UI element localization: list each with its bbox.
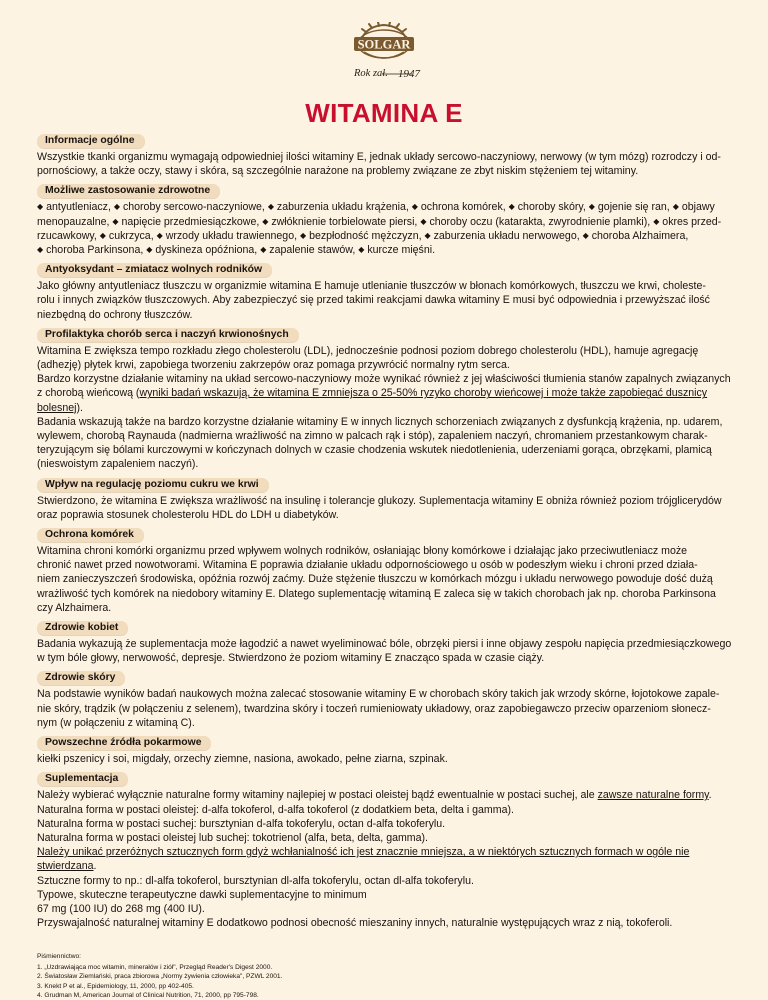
list-item: objawy xyxy=(681,201,715,214)
diamond-bullet-icon: ◆ xyxy=(588,202,595,212)
underlined-text: zawsze naturalne formy xyxy=(597,789,709,802)
text-line: Naturalna forma w postaci suchej: bursztynian d-alfa tokoferylu, octan d-alfa tokoferylu. xyxy=(37,817,446,830)
list-item: zwłóknienie torbielowate piersi, xyxy=(271,215,421,228)
list-item: rzucawkowy, xyxy=(37,229,100,242)
section-text-skin xyxy=(37,687,738,730)
text-line: (nieswoistym zapaleniem naczyń). xyxy=(37,458,199,471)
diamond-bullet-icon: ◆ xyxy=(113,202,120,212)
list-item: choroby sercowo-naczyniowe, xyxy=(122,201,268,214)
section-text-blood-sugar xyxy=(37,494,738,522)
diamond-bullet-icon: ◆ xyxy=(508,202,515,212)
section-text-antioxidant xyxy=(37,279,738,322)
diamond-bullet-icon: ◆ xyxy=(653,216,660,226)
reference-item: 3. Knekt P et al., Epidemiology, 11, 2000, pp 402-405. xyxy=(37,982,194,990)
solgar-emblem-icon xyxy=(316,22,452,84)
text-fragment: . xyxy=(708,789,712,802)
solgar-logo xyxy=(316,22,452,84)
list-item: choroby oczu (katarakta, zwyrodnienie plamki), xyxy=(429,215,654,228)
list-item: napięcie przedmiesiączkowe, xyxy=(121,215,263,228)
section-text-uses xyxy=(37,200,738,257)
text-line: (adhezję) płytek krwi, zapobiega tworzeniu zakrzepów oraz pomaga przywrócić normalny rytm serca. xyxy=(37,359,510,372)
diamond-bullet-icon: ◆ xyxy=(267,202,274,212)
text-line: teryzującym się bólami kurczowymi w kończynach dolnych w czasie chodzenia wskutek niedotlenienia, uderzeniami gorąca, obrzękami, plamicą xyxy=(37,444,712,457)
underlined-text: bolesnej xyxy=(37,401,77,414)
logo-brand-text: SOLGAR xyxy=(357,37,411,52)
text-line: niezbędną do ochrony tłuszczów. xyxy=(37,308,193,321)
text-line: oraz poprawia stosunek cholesterolu HDL do LDH u diabetyków. xyxy=(37,508,339,521)
text-line: Typowe, skuteczne terapeutyczne dawki suplementacyjne to minimum xyxy=(37,888,367,901)
text-line: Przyswajalność naturalnej witaminy E dodatkowo podnosi obecność mieszaniny innych, naturalnie występujących wraz z nią, tokoferoli. xyxy=(37,917,673,930)
text-line: Naturalna forma w postaci oleistej lub suchej: tokotrienol (alfa, beta, delta, gamma). xyxy=(37,831,428,844)
diamond-bullet-icon: ◆ xyxy=(156,230,163,240)
references xyxy=(37,952,738,1000)
text-line: rolu i innych związków tłuszczowych. Aby zabezpieczyć się przed takimi reakcjami dawka witaminy E musi być odpowiednia i przewyższać ilość xyxy=(37,294,710,307)
text-line: Witamina chroni komórki organizmu przed wpływem wolnych rodników, osłaniając błony komórkowe i działając jako przeciwutleniacz może xyxy=(37,545,688,558)
list-item: kurcze mięśni. xyxy=(367,244,436,257)
diamond-bullet-icon: ◆ xyxy=(299,230,307,240)
text-line: czy Alzhaimera. xyxy=(37,601,112,614)
section-heading-women: Zdrowie kobiet xyxy=(37,621,128,635)
text-line: Sztuczne formy to np.: dl-alfa tokoferol, bursztynian dl-alfa tokoferylu, octan dl-alfa tokoferylu. xyxy=(37,874,474,887)
text-fragment: ). xyxy=(76,401,83,414)
references-title: Piśmiennictwo: xyxy=(37,953,81,961)
underlined-text: Należy unikać przeróżnych sztucznych form gdyż wchłanialność ich jest znacznie mniejsza, a w niektórych sztucznych formach w ogóle nie stwierdzana xyxy=(37,846,690,873)
section-heading-antioxidant: Antyoksydant – zmiatacz wolnych rodników xyxy=(37,263,272,277)
section-heading-blood-sugar: Wpływ na regulację poziomu cukru we krwi xyxy=(37,478,269,492)
list-item: okres przed- xyxy=(662,215,722,228)
text-line: Bardzo korzystne działanie witaminy na układ sercowo-naczyniowy może wynikać również z jej właściwości tłumienia stanów zapalnych związanych xyxy=(37,373,731,386)
list-item: bezpłodność mężczyzn, xyxy=(309,229,425,242)
section-heading-cells: Ochrona komórek xyxy=(37,528,144,542)
text-line: Naturalna forma w postaci oleistej: d-alfa tokoferol, d-alfa tokoferol (z dodatkiem beta, delta i gamma). xyxy=(37,803,514,816)
section-text-women xyxy=(37,637,738,665)
diamond-bullet-icon: ◆ xyxy=(358,245,365,255)
page-title: WITAMINA E xyxy=(305,98,463,128)
section-heading-uses: Możliwe zastosowanie zdrowotne xyxy=(37,184,220,198)
list-item: zaburzenia układu nerwowego, xyxy=(433,229,583,242)
section-heading-heart: Profilaktyka chorób serca i naczyń krwionośnych xyxy=(37,328,299,342)
text-fragment: . xyxy=(93,860,97,873)
list-item: menopauzalne, xyxy=(37,215,113,228)
reference-item: 4. Grudman M, American Journal of Clinical Nutrition, 71, 2000, pp 795-798. xyxy=(37,991,259,999)
list-item: zapalenie stawów, xyxy=(269,244,359,257)
section-text-general xyxy=(37,150,738,178)
list-item: antyutleniacz, xyxy=(46,201,114,214)
reference-item: 1. „Uzdrawiająca moc witamin, minerałów i ziół", Przegląd Reader's Digest 2000. xyxy=(37,963,273,971)
text-line: Witamina E zwiększa tempo rozkładu złego cholesterolu (LDL), jednocześnie podnosi poziom dobrego cholesterolu (HDL), hamuje agregację xyxy=(37,344,699,357)
diamond-bullet-icon: ◆ xyxy=(672,202,679,212)
text-line: 67 mg (100 IU) do 268 mg (400 IU). xyxy=(37,902,205,915)
section-text-heart xyxy=(37,344,738,472)
logo-tagline-right: 1947 xyxy=(398,68,420,80)
diamond-bullet-icon: ◆ xyxy=(411,202,418,212)
underlined-text: wyniki badań wskazują, że witamina E zmniejsza o 25-50% ryzyko choroby wieńcowej i może także zapobiegać dusznicy xyxy=(139,387,708,400)
text-line: pornościowy, a także oczy, stawy i skóra, są szczególnie narażone na problemy związane ze zbyt niskim stężeniem tej witaminy. xyxy=(37,165,639,178)
diamond-bullet-icon: ◆ xyxy=(582,230,589,240)
list-item: choroba Parkinsona, xyxy=(46,244,147,257)
section-heading-general: Informacje ogólne xyxy=(37,134,145,148)
list-item: choroby skóry, xyxy=(517,201,589,214)
text-line: Na podstawie wyników badań naukowych można zalecać stosowanie witaminy E w chorobach skóry takich jak wrzody skórne, łojotokowe zapale- xyxy=(37,688,720,701)
list-item: choroba Alzhaimera, xyxy=(591,229,689,242)
text-fragment: Należy wybierać wyłącznie naturalne formy witaminy najlepiej w postaci oleistej bądź ewentualnie w postaci suchej, ale xyxy=(37,789,598,802)
diamond-bullet-icon: ◆ xyxy=(37,245,44,255)
text-line: wrażliwość tych komórek na niedobory witaminy E. Dlatego suplementację witaminą E zaleca się w takich chorobach jak np. choroba Parkinsona xyxy=(37,587,716,600)
section-text-cells xyxy=(37,544,738,615)
diamond-bullet-icon: ◆ xyxy=(420,216,427,226)
text-line: Jako główny antyutleniacz tłuszczu w organizmie witamina E hamuje utlenianie tłuszczów w błonach komórkowych, tłuszczu we krwi, choleste- xyxy=(37,280,706,293)
diamond-bullet-icon: ◆ xyxy=(146,245,153,255)
text-line: wylewem, chorobą Raynauda (nadmierna wrażliwość na zimno w palcach rąk i stóp), zapaleniem naczyń, chromaniem przestankowym charak- xyxy=(37,430,708,443)
text-line: nym (w połączeniu z witaminą C). xyxy=(37,716,195,729)
logo-tagline-left: Rok zał. xyxy=(354,68,388,79)
list-item: wrzody układu trawiennego, xyxy=(165,229,300,242)
diamond-bullet-icon: ◆ xyxy=(262,216,269,226)
list-item: gojenie się ran, xyxy=(597,201,673,214)
text-line: chronić nawet przed nowotworami. Witamina E poprawia działanie układu odpornościowego u osób w podeszłym wieku i chroni przed działa- xyxy=(37,559,698,572)
reference-item: 2. Światosław Ziemlański, praca zbiorowa „Normy żywienia człowieka", PZWL 2001. xyxy=(37,973,283,981)
text-line: kiełki pszenicy i soi, migdały, orzechy ziemne, nasiona, awokado, pełne ziarna, szpinak. xyxy=(37,753,448,766)
diamond-bullet-icon: ◆ xyxy=(424,230,431,240)
section-heading-supplementation: Suplementacja xyxy=(37,772,128,786)
text-fragment: z chorobą wieńcową ( xyxy=(37,387,140,400)
text-line: Stwierdzono, że witamina E zwiększa wrażliwość na insulinę i tolerancje glukozy. Suplementacja witaminy E obniża również poziom trójglicerydów xyxy=(37,494,722,507)
section-text-supplementation xyxy=(37,788,738,930)
text-line: Wszystkie tkanki organizmu wymagają odpowiedniej ilości witaminy E, jednak układy sercowo-naczyniowy, nerwowy (w tym mózg) rozrodczy i od- xyxy=(37,151,721,163)
content xyxy=(37,128,738,1000)
text-line: niem zanieczyszczeń środowiska, opóźnia rozwój zaćmy. Duże stężenie tłuszczu w komórkach mózgu i układu nerwowego powoduje dość dużą xyxy=(37,573,713,586)
diamond-bullet-icon: ◆ xyxy=(37,202,44,212)
text-line: w tym bóle głowy, nerwowość, depresje. Stwierdzono że poziom witaminy E znacząco spada w czasie ciąży. xyxy=(37,652,545,665)
text-line: Badania wykazują że suplementacja może łagodzić a nawet wyeliminować bóle, obrzęki piersi i inne objawy zespołu napięcia przedmiesiączkowego xyxy=(37,638,732,651)
section-heading-skin: Zdrowie skóry xyxy=(37,671,125,685)
diamond-bullet-icon: ◆ xyxy=(112,216,119,226)
list-item: ochrona komórek, xyxy=(420,201,509,214)
text-line: nie skóry, trądzik (w połączeniu z selenem), twardzina skóry i toczeń rumieniowaty układowy, oraz zapobiegawczo przeciw oparzeniom słonecz- xyxy=(37,702,711,715)
section-heading-food-sources: Powszechne źródła pokarmowe xyxy=(37,736,211,750)
diamond-bullet-icon: ◆ xyxy=(260,245,267,255)
list-item: dyskineza opóźniona, xyxy=(155,244,261,257)
text-line: Badania wskazują także na bardzo korzystne działanie witaminy E w innych licznych schorzeniach związanych z dysfunkcją krążenia, np. udarem, xyxy=(37,415,723,428)
list-item: zaburzenia układu krążenia, xyxy=(276,201,412,214)
diamond-bullet-icon: ◆ xyxy=(99,230,106,240)
section-text-food-sources xyxy=(37,752,738,766)
list-item: cukrzyca, xyxy=(108,229,157,242)
